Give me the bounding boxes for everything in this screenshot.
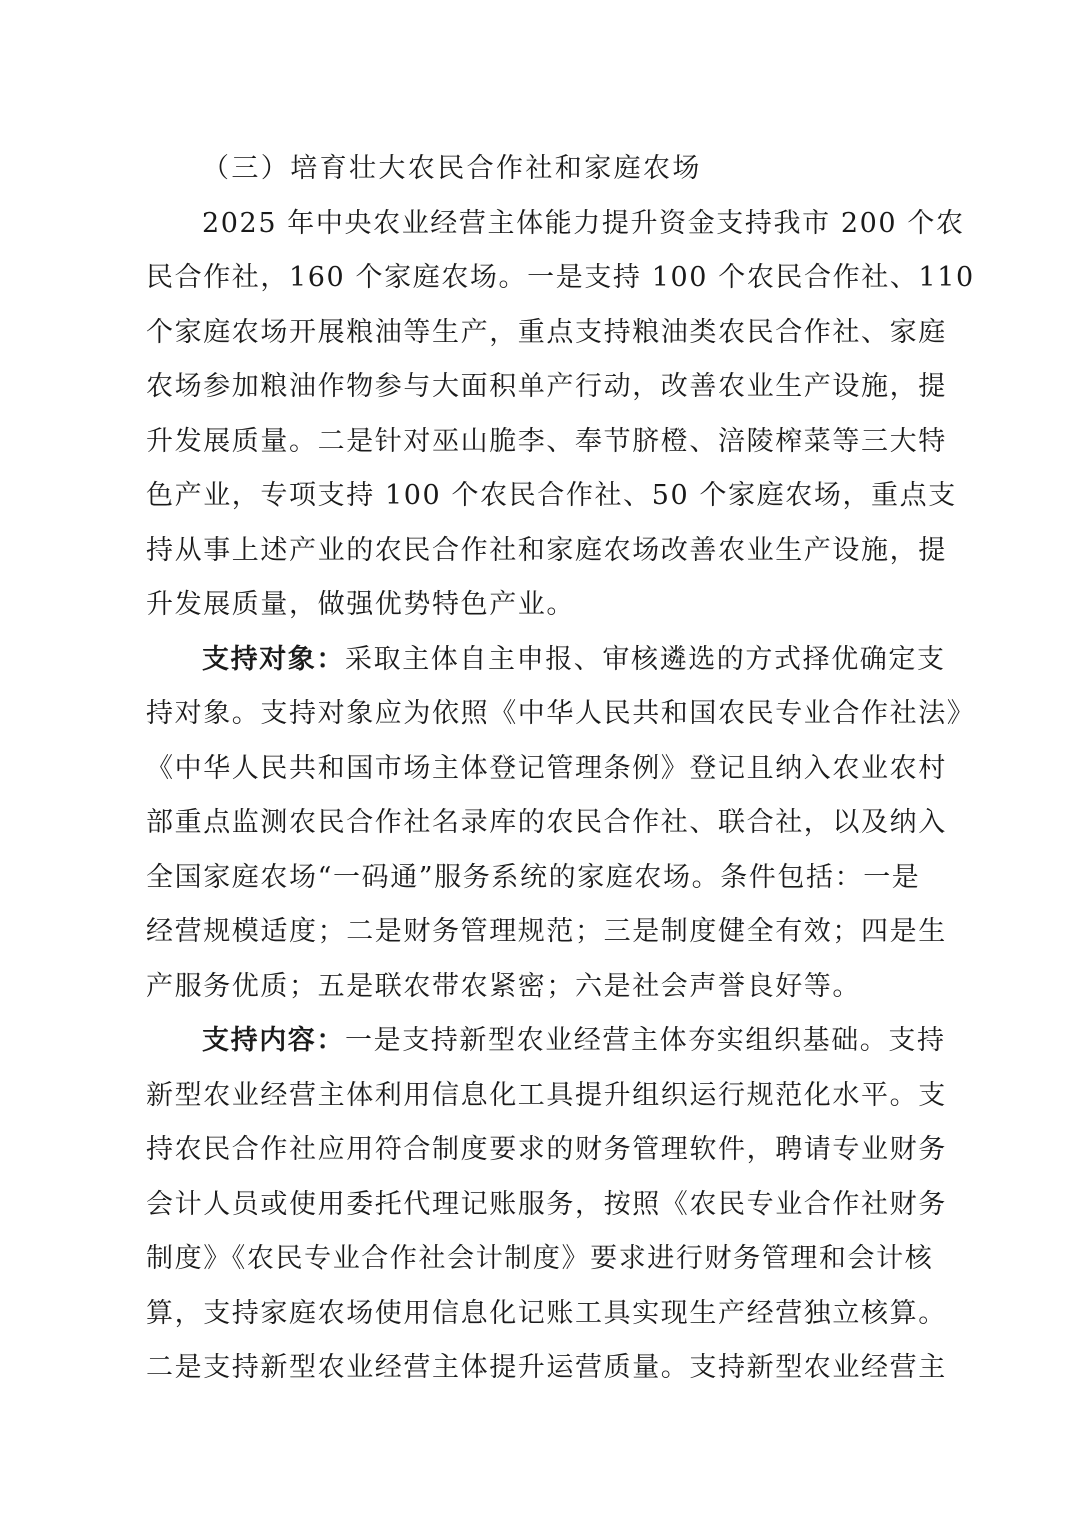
- paragraph-line: 农场参加粮油作物参与大面积单产行动，改善农业生产设施，提: [146, 371, 947, 402]
- document-body: [146, 142, 976, 1396]
- paragraph-line: 2025 年中央农业经营主体能力提升资金支持我市 200 个农: [202, 207, 965, 239]
- paragraph-text: 一是支持新型农业经营主体夯实组织基础。支持: [345, 1025, 946, 1056]
- paragraph-support-targets: [146, 633, 976, 1015]
- section-heading: （三）培育壮大农民合作社和家庭农场: [202, 153, 702, 184]
- support-content-label: 支持内容：: [202, 1025, 345, 1056]
- paragraph-line: 部重点监测农民合作社名录库的农民合作社、联合社，以及纳入: [146, 807, 947, 838]
- paragraph-line: [146, 633, 946, 688]
- paragraph-text: 采取主体自主申报、审核遴选的方式择优确定支: [345, 643, 946, 675]
- paragraph-line: 二是支持新型农业经营主体提升运营质量。支持新型农业经营主: [146, 1352, 947, 1383]
- paragraph-line: 色产业，专项支持 100 个农民合作社、50 个家庭农场，重点支: [146, 480, 957, 511]
- paragraph-line: 经营规模适度；二是财务管理规范；三是制度健全有效；四是生: [146, 916, 947, 947]
- paragraph-line: 《中华人民共和国市场主体登记管理条例》登记且纳入农业农村: [146, 752, 947, 784]
- paragraph-line: 民合作社，160 个家庭农场。一是支持 100 个农民合作社、110: [146, 262, 975, 293]
- paragraph-line: 会计人员或使用委托代理记账服务，按照《农民专业合作社财务: [146, 1188, 947, 1220]
- paragraph-line: 持对象。支持对象应为依照《中华人民共和国农民专业合作社法》: [146, 698, 976, 729]
- paragraph-line: 新型农业经营主体利用信息化工具提升组织运行规范化水平。支: [146, 1079, 947, 1111]
- paragraph-line: 算，支持家庭农场使用信息化记账工具实现生产经营独立核算。: [146, 1297, 947, 1329]
- paragraph-line: 制度》《农民专业合作社会计制度》要求进行财务管理和会计核: [146, 1243, 934, 1274]
- paragraph-line: 持从事上述产业的农民合作社和家庭农场改善农业生产设施，提: [146, 534, 947, 566]
- paragraph-line: 个家庭农场开展粮油等生产，重点支持粮油类农民合作社、家庭: [146, 316, 947, 348]
- paragraph-line: 升发展质量。二是针对巫山脆李、奉节脐橙、涪陵榨菜等三大特: [146, 425, 947, 457]
- paragraph-line: 升发展质量，做强优势特色产业。: [146, 589, 575, 620]
- paragraph-support-content: [146, 1014, 946, 1396]
- paragraph-line: [146, 1014, 946, 1069]
- paragraph-funding-overview: [146, 197, 975, 633]
- paragraph-line: 持农民合作社应用符合制度要求的财务管理软件，聘请专业财务: [146, 1134, 947, 1165]
- support-targets-label: 支持对象：: [202, 643, 345, 675]
- paragraph-line: 全国家庭农场“一码通”服务系统的家庭农场。条件包括：一是: [146, 861, 921, 893]
- paragraph-line: 产服务优质；五是联农带农紧密；六是社会声誉良好等。: [146, 970, 861, 1002]
